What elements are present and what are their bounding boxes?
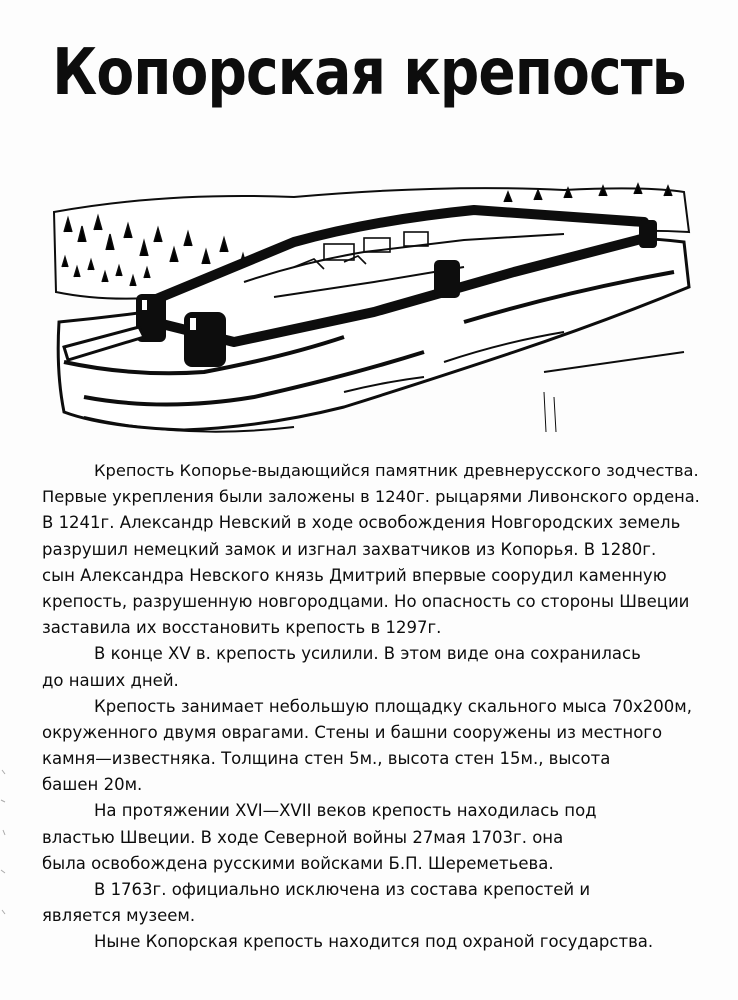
paragraph-line: Первые укрепления были заложены в 1240г. рыцарями Ливонского ордена. [42,487,700,507]
paragraph-line: была освобождена русскими войсками Б.П. Шереметьева. [42,853,554,873]
paragraph-line: окруженного двумя оврагами. Стены и башни сооружены из местного [42,722,663,742]
paragraph-line: башен 20м. [42,775,143,795]
paragraph-first-line: Крепость занимает небольшую площадку скального мыса 70х200м, [94,696,692,716]
paragraph-line: является музеем. [42,906,196,926]
paragraph-first-line: В конце XV в. крепость усилили. В этом виде она сохранилась [94,644,641,664]
paragraph-first-line: Крепость Копорье-выдающийся памятник древнерусского зодчества. [94,461,699,480]
page-title: Копорская крепость [52,36,686,110]
paragraph-line: властью Швеции. В ходе Северной войны 27мая 1703г. она [42,827,564,847]
tower-right [639,220,657,248]
paragraph-first-line: Ныне Копорская крепость находится под охраной государства. [94,932,654,952]
paragraph-line: крепость, разрушенную новгородцами. Но опасность со стороны Швеции [42,591,690,611]
paragraph-line: В 1241г. Александр Невский в ходе освобождения Новгородских земель [42,513,681,533]
tower-middle [434,260,460,298]
paragraph-first-line: В 1763г. официально исключена из состава крепостей и [94,880,591,899]
paragraph-line: разрушил немецкий замок и изгнал захватчиков из Копорья. В 1280г. [42,539,657,559]
fortress-illustration [44,172,694,447]
paragraph-first-line: На протяжении XVI—XVII веков крепость находилась под [94,801,597,821]
article-text [42,458,702,956]
paragraph-line: до наших дней. [42,670,179,690]
paragraph-line: сын Александра Невского князь Дмитрий впервые соорудил каменную [42,565,667,585]
edge-scratches [0,760,10,960]
paragraph-line: камня—известняка. Толщина стен 5м., высота стен 15м., высота [42,749,611,769]
paragraph-line: заставила их восстановить крепость в 1297г. [42,618,442,638]
